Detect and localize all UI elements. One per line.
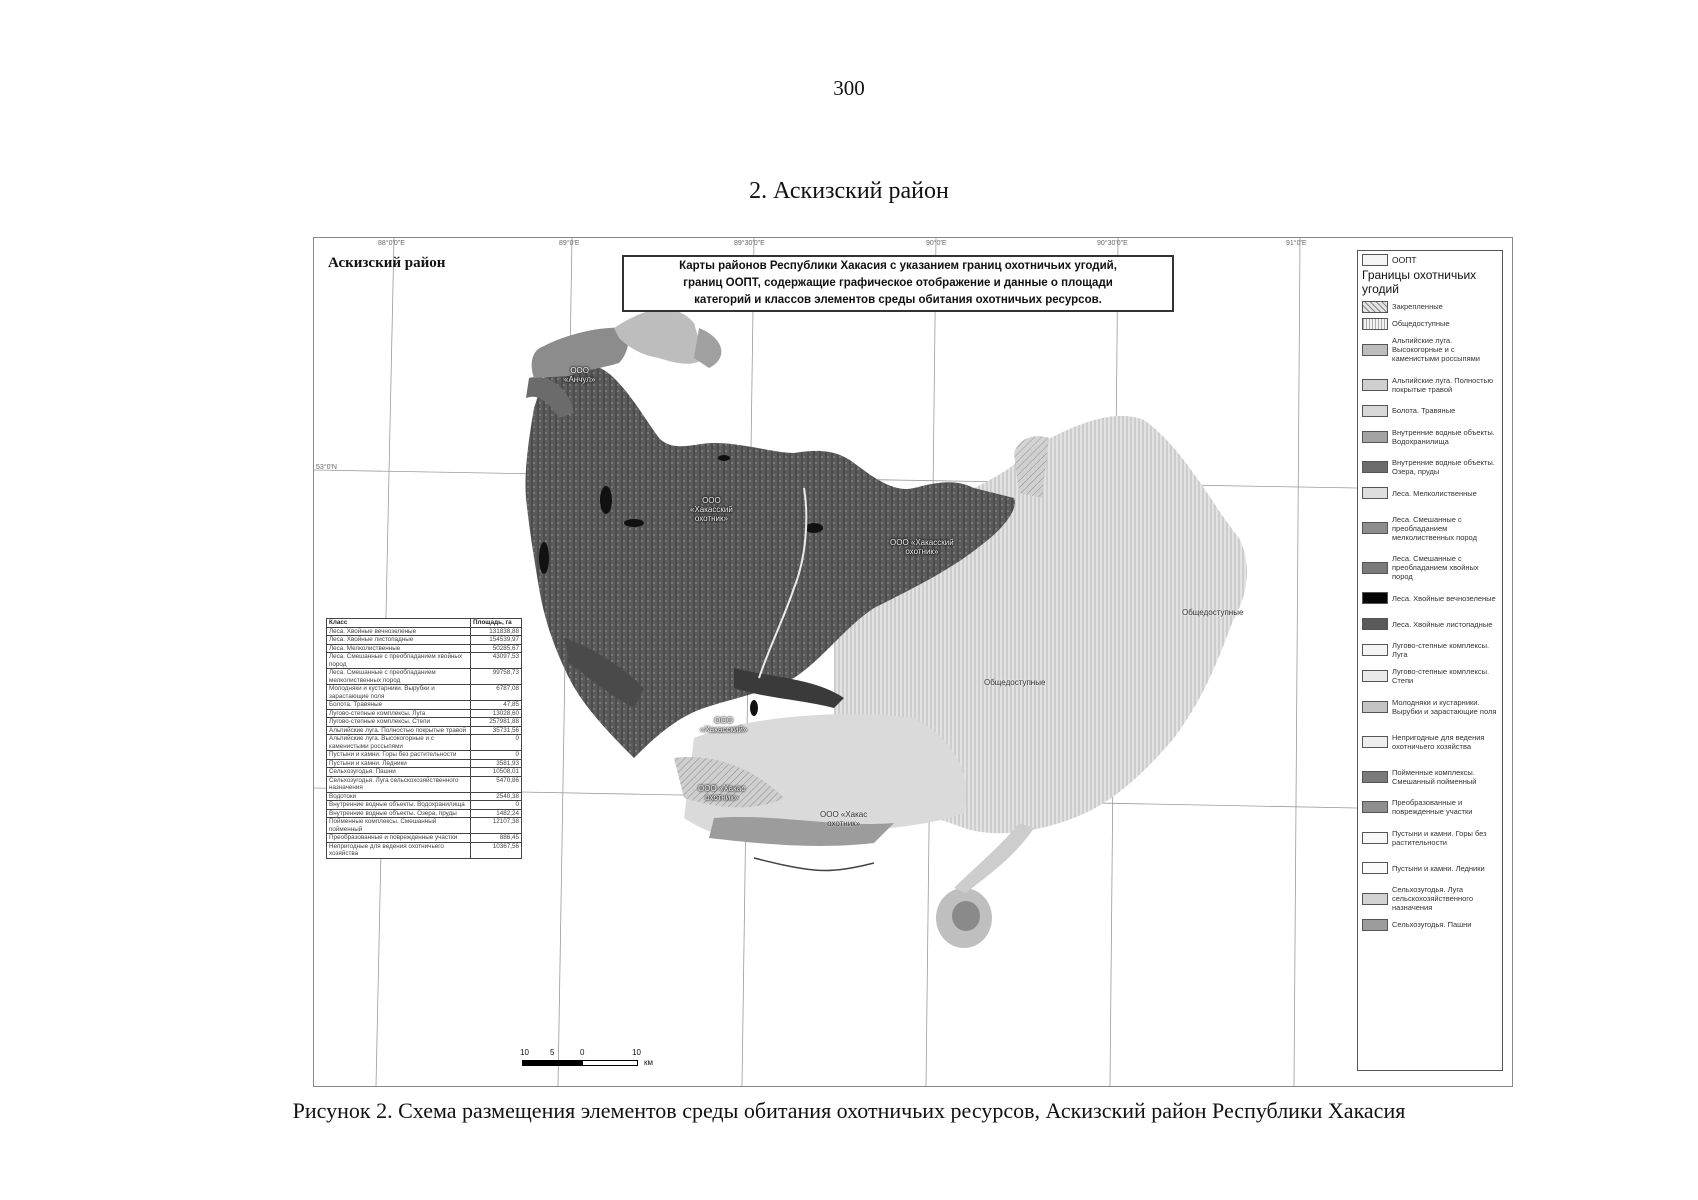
table-cell-area: 6787,08: [471, 685, 522, 701]
district-map: [313, 237, 1513, 1087]
table-cell-class: Леса. Смешанные с преобладанием мелколиственных пород: [327, 669, 471, 685]
legend-item: [1358, 855, 1502, 881]
legend-item: [1358, 916, 1502, 933]
legend-swatch: [1362, 919, 1388, 931]
legend-item: [1358, 550, 1502, 585]
map-area-label: ООО «Хакасский охотник»: [890, 538, 954, 556]
table-row: [327, 834, 522, 843]
legend-item: [1358, 820, 1502, 855]
table-row: [327, 701, 522, 710]
table-cell-area: 257981,88: [471, 718, 522, 727]
map-area-label: ООО «Анчул»: [564, 366, 596, 384]
table-cell-class: Лугово-степные комплексы. Степи: [327, 718, 471, 727]
table-cell-class: Молодняки и кустарники. Вырубки и зарастающие поля: [327, 685, 471, 701]
legend-oopt: [1358, 253, 1502, 266]
table-header: Площадь, га: [471, 619, 522, 628]
table-header: Класс: [327, 619, 471, 628]
table-row: [327, 627, 522, 636]
legend-swatch: [1362, 431, 1388, 443]
legend-item: [1358, 298, 1502, 315]
table-cell-class: Пустыни и камни. Ледники: [327, 759, 471, 768]
legend-heading: Границы охотничьих угодий: [1362, 268, 1477, 296]
grid-label: 90°30'0"E: [1097, 240, 1128, 247]
legend-label: Сельхозугодья. Пашни: [1392, 920, 1472, 929]
table-cell-class: Леса. Хвойные листопадные: [327, 636, 471, 645]
table-row: [327, 735, 522, 751]
table-cell-area: 10508,01: [471, 768, 522, 777]
table-cell-area: 5470,86: [471, 776, 522, 792]
table-row: [327, 644, 522, 653]
table-row: [327, 809, 522, 818]
legend-swatch: [1362, 318, 1388, 330]
legend-item: [1358, 454, 1502, 480]
table-cell-area: 35731,56: [471, 726, 522, 735]
legend-label: Сельхозугодья. Луга сельскохозяйственного назначения: [1392, 885, 1474, 912]
table-cell-area: 50285,67: [471, 644, 522, 653]
legend-swatch: [1362, 592, 1388, 604]
legend-item: [1358, 480, 1502, 506]
legend-label: Закрепленные: [1392, 302, 1443, 311]
figure-caption: Рисунок 2. Схема размещения элементов среды обитания охотничьих ресурсов, Аскизский район Республики Хакасия: [292, 1098, 1406, 1123]
grid-label: 88°0'0"E: [378, 240, 405, 247]
table-cell-class: Внутренние водные объекты. Водохранилища: [327, 801, 471, 810]
table-cell-class: Болота. Травяные: [327, 701, 471, 710]
map-area-label: ООО «Хакасский»: [700, 716, 748, 734]
table-row: [327, 751, 522, 760]
legend-item: [1358, 881, 1502, 916]
table-row: [327, 709, 522, 718]
table-cell-class: Водотоки: [327, 792, 471, 801]
table-cell-class: Альпийские луга. Высокогорные и с каменистыми россыпями: [327, 735, 471, 751]
table-row: [327, 653, 522, 669]
legend-label: Лугово-степные комплексы. Степи: [1392, 667, 1490, 685]
legend-label: Общедоступные: [1392, 319, 1450, 328]
table-cell-class: Непригодные для ведения охотничьего хозяйства: [327, 842, 471, 858]
table-row: [327, 685, 522, 701]
legend-item: [1358, 367, 1502, 402]
legend-label: Внутренние водные объекты. Водохранилища: [1392, 427, 1495, 446]
legend-label: Пустыни и камни. Ледники: [1392, 863, 1485, 873]
map-area-label: ООО «Хакас охотник»: [820, 810, 868, 828]
legend-swatch: [1362, 522, 1388, 534]
map-area-label: Общедоступные: [1182, 608, 1244, 617]
legend-label: Внутренние водные объекты. Озера, пруды: [1392, 458, 1495, 476]
map-title-line: границ ООПТ, содержащие графическое отображение и данные о площади: [683, 277, 1113, 289]
table-cell-area: 3581,93: [471, 759, 522, 768]
table-row: [327, 776, 522, 792]
legend-label: Леса. Смешанные с преобладанием мелколиственных пород: [1392, 514, 1477, 542]
legend-swatch: [1362, 301, 1388, 313]
legend-label: Непригодные для ведения охотничьего хозяйства: [1392, 732, 1485, 751]
legend-item: [1358, 585, 1502, 611]
map-title-line: Карты районов Республики Хакасия с указанием границ охотничьих угодий,: [679, 260, 1117, 272]
table-cell-class: Пустыни и камни. Горы без растительности: [327, 751, 471, 760]
legend-swatch: [1362, 562, 1388, 574]
scale-unit: км: [644, 1058, 653, 1067]
map-area-label: ООО «Хакасский охотник»: [690, 496, 733, 523]
scale-tick: 5: [550, 1048, 555, 1057]
legend-swatch: [1362, 461, 1388, 473]
area-table: [326, 618, 522, 859]
legend-item: [1358, 663, 1502, 689]
table-cell-class: Сельхозугодья. Пашни: [327, 768, 471, 777]
table-cell-class: Внутренние водные объекты. Озера, пруды: [327, 809, 471, 818]
map-area-label: Общедоступные: [984, 678, 1046, 687]
table-row: [327, 726, 522, 735]
table-cell-class: Леса. Мелколиственные: [327, 644, 471, 653]
legend-item: [1358, 689, 1502, 724]
legend-item: [1358, 794, 1502, 820]
table-cell-area: 1482,24: [471, 809, 522, 818]
legend-label: Пустыни и камни. Горы без растительности: [1392, 828, 1487, 847]
legend-item: [1358, 506, 1502, 550]
table-row: [327, 842, 522, 858]
table-cell-area: 13028,60: [471, 709, 522, 718]
legend-oopt-label: ООПТ: [1392, 254, 1417, 265]
grid-label: 91°0'E: [1286, 240, 1307, 247]
legend-label: Альпийские луга. Высокогорные и с каменистыми россыпями: [1392, 336, 1480, 363]
legend-swatch: [1362, 736, 1388, 748]
table-cell-area: 12107,38: [471, 818, 522, 834]
legend-swatch: [1362, 344, 1388, 356]
table-cell-area: 154539,97: [471, 636, 522, 645]
table-cell-area: 47,85: [471, 701, 522, 710]
legend-item: [1358, 332, 1502, 367]
scale-tick: 10: [520, 1048, 529, 1057]
table-cell-area: 0: [471, 801, 522, 810]
table-cell-class: Альпийские луга. Полностью покрытые травой: [327, 726, 471, 735]
map-title-line: категорий и классов элементов среды обитания охотничьих ресурсов.: [694, 294, 1102, 306]
legend-swatch: [1362, 832, 1388, 844]
table-cell-area: 2540,38: [471, 792, 522, 801]
legend-swatch: [1362, 893, 1388, 905]
legend-label: Преобразованные и поврежденные участки: [1392, 798, 1473, 816]
legend-swatch: [1362, 862, 1388, 874]
legend-swatch: [1362, 487, 1388, 499]
grid-label: 89°0'E: [559, 240, 580, 247]
table-row: [327, 792, 522, 801]
map-area-label: ООО «Хакас охотник»: [698, 784, 746, 802]
legend-label: Лугово-степные комплексы. Луга: [1392, 641, 1490, 659]
table-row: [327, 718, 522, 727]
table-row: [327, 636, 522, 645]
legend-label: Молодняки и кустарники. Вырубки и зарастающие поля: [1392, 697, 1497, 716]
legend-item: [1358, 611, 1502, 637]
legend-item: [1358, 759, 1502, 794]
table-cell-area: 886,45: [471, 834, 522, 843]
legend-swatch: [1362, 771, 1388, 783]
legend-swatch: [1362, 254, 1388, 266]
legend-item: [1358, 402, 1502, 419]
table-cell-class: Сельхозугодья. Луга сельскохозяйственного назначения: [327, 776, 471, 792]
grid-label: 89°30'0"E: [734, 240, 765, 247]
table-row: [327, 768, 522, 777]
legend-label: Болота. Травяные: [1392, 406, 1456, 415]
table-cell-class: Преобразованные и поврежденные участки: [327, 834, 471, 843]
map-legend: [1357, 250, 1503, 1071]
legend-swatch: [1362, 618, 1388, 630]
table-cell-class: Пойменные комплексы. Смешанный пойменный: [327, 818, 471, 834]
scale-bar: [520, 1048, 653, 1078]
table-cell-area: 0: [471, 751, 522, 760]
legend-label: Леса. Хвойные вечнозеленые: [1392, 593, 1496, 603]
table-row: [327, 818, 522, 834]
table-cell-area: 43097,53: [471, 653, 522, 669]
page-number: 300: [833, 76, 865, 100]
legend-label: Леса. Мелколиственные: [1392, 488, 1477, 498]
legend-item: [1358, 637, 1502, 663]
grid-label: 90°0'E: [926, 240, 947, 247]
legend-label: Альпийские луга. Полностью покрытые травой: [1392, 375, 1494, 394]
grid-label: 53°0'N: [316, 464, 337, 471]
table-row: [327, 669, 522, 685]
legend-label: Леса. Хвойные листопадные: [1392, 619, 1493, 629]
table-row: [327, 759, 522, 768]
table-cell-class: Лугово-степные комплексы. Луга: [327, 709, 471, 718]
section-title: 2. Аскизский район: [749, 178, 949, 204]
table-cell-area: 99758,73: [471, 669, 522, 685]
district-name: Аскизский район: [328, 255, 446, 271]
map-title: [622, 255, 1174, 312]
table-cell-class: Леса. Хвойные вечнозеленые: [327, 627, 471, 636]
legend-swatch: [1362, 644, 1388, 656]
scale-tick: 0: [580, 1048, 585, 1057]
table-row: [327, 801, 522, 810]
table-header-row: [327, 619, 522, 628]
legend-swatch: [1362, 670, 1388, 682]
legend-swatch: [1362, 379, 1388, 391]
legend-label: Пойменные комплексы. Смешанный пойменный: [1392, 767, 1477, 786]
legend-item: [1358, 724, 1502, 759]
legend-item: [1358, 315, 1502, 332]
legend-swatch: [1362, 701, 1388, 713]
scale-tick: 10: [632, 1048, 641, 1057]
legend-item: [1358, 419, 1502, 454]
table-cell-area: 0: [471, 735, 522, 751]
legend-swatch: [1362, 801, 1388, 813]
table-cell-area: 10367,56: [471, 842, 522, 858]
legend-swatch: [1362, 405, 1388, 417]
table-cell-class: Леса. Смешанные с преобладанием хвойных пород: [327, 653, 471, 669]
legend-label: Леса. Смешанные с преобладанием хвойных пород: [1392, 554, 1479, 581]
table-cell-area: 131838,88: [471, 627, 522, 636]
